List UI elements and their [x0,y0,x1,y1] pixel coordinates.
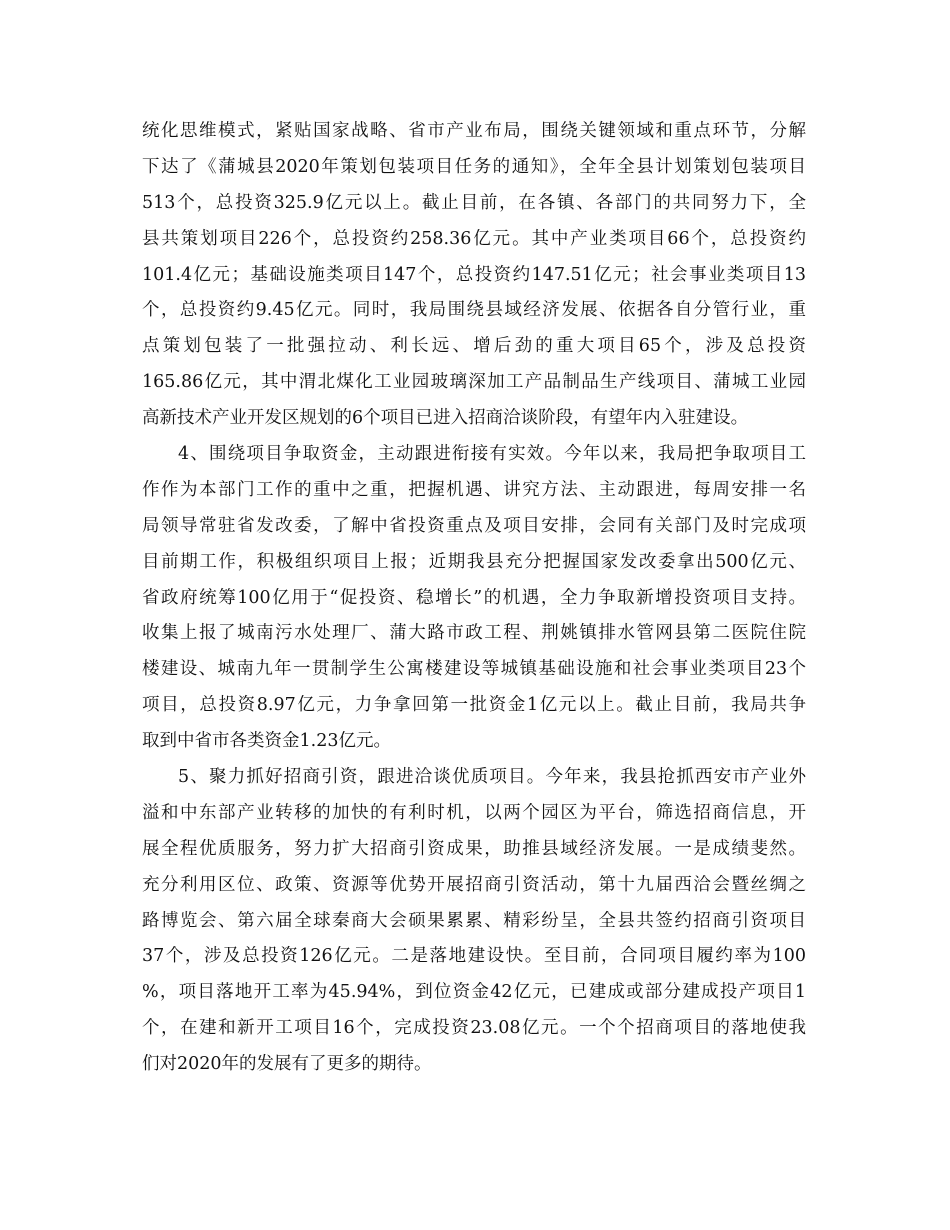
text-line: 楼建设、城南九年一贯制学生公寓楼建设等城镇基础设施和社会事业类项目23个 [142,659,806,680]
text-line: 4、围绕项目争取资金，主动跟进衔接有实效。今年以来，我局把争取项目工 [178,444,806,465]
text-line: 县共策划项目226个，总投资约258.36亿元。其中产业类项目66个，总投资约 [142,228,806,249]
text-line: 们对2020年的发展有了更多的期待。 [142,1054,432,1075]
text-line: 溢和中东部产业转移的加快的有利时机，以两个园区为平台，筛选招商信息，开 [142,802,806,823]
text-line: 目前期工作，积极组织项目上报；近期我县充分把握国家发改委拿出500亿元、 [142,551,806,572]
text-line: 作作为本部门工作的重中之重，把握机遇、讲究方法、主动跟进，每周安排一名 [142,479,806,500]
document-page [142,114,806,1083]
text-line: 统化思维模式，紧贴国家战略、省市产业布局，围绕关键领域和重点环节，分解 [142,121,806,141]
text-line: 513个，总投资325.9亿元以上。截止目前，在各镇、各部门的共同努力下，全 [142,192,806,213]
text-line: 项目，总投资8.97亿元，力争拿回第一批资金1亿元以上。截止目前，我局共争 [142,695,806,716]
text-line: %，项目落地开工率为45.94%，到位资金42亿元，已建成或部分建成投产项目1 [142,982,806,1003]
text-line: 收集上报了城南污水处理厂、蒲大路市政工程、荆姚镇排水管网县第二医院住院 [142,623,806,644]
text-line: 165.86亿元，其中渭北煤化工业园玻璃深加工产品制品生产线项目、蒲城工业园 [142,372,806,393]
text-line: 点策划包装了一批强拉动、利长远、增后劲的重大项目65个，涉及总投资 [142,336,806,357]
text-line: 个，在建和新开工项目16个，完成投资23.08亿元。一个个招商项目的落地使我 [142,1018,806,1039]
text-line: 37个，涉及总投资126亿元。二是落地建设快。至目前，合同项目履约率为100 [142,946,806,967]
text-line: 展全程优质服务，努力扩大招商引资成果，助推县域经济发展。一是成绩斐然。 [142,838,806,859]
text-line: 取到中省市各类资金1.23亿元。 [142,731,391,752]
text-line: 充分利用区位、政策、资源等优势开展招商引资活动，第十九届西洽会暨丝绸之 [142,874,806,895]
text-line: 101.4亿元；基础设施类项目147个，总投资约147.51亿元；社会事业类项目13 [142,264,806,285]
text-line: 下达了《蒲城县2020年策划包装项目任务的通知》，全年全县计划策划包装项目 [142,156,806,177]
text-line: 局领导常驻省发改委，了解中省投资重点及项目安排，会同有关部门及时完成项 [142,515,806,536]
text-line: 省政府统筹100亿用于“促投资、稳增长”的机遇，全力争取新增投资项目支持。 [142,587,806,608]
text-line: 5、聚力抓好招商引资，跟进洽谈优质项目。今年来，我县抢抓西安市产业外 [178,767,806,788]
text-line: 个，总投资约9.45亿元。同时，我局围绕县域经济发展、依据各自分管行业，重 [142,300,806,321]
text-line: 路博览会、第六届全球秦商大会硕果累累、精彩纷呈，全县共签约招商引资项目 [142,910,806,931]
text-line: 高新技术产业开发区规划的6个项目已进入招商洽谈阶段，有望年内入驻建设。 [142,408,749,429]
